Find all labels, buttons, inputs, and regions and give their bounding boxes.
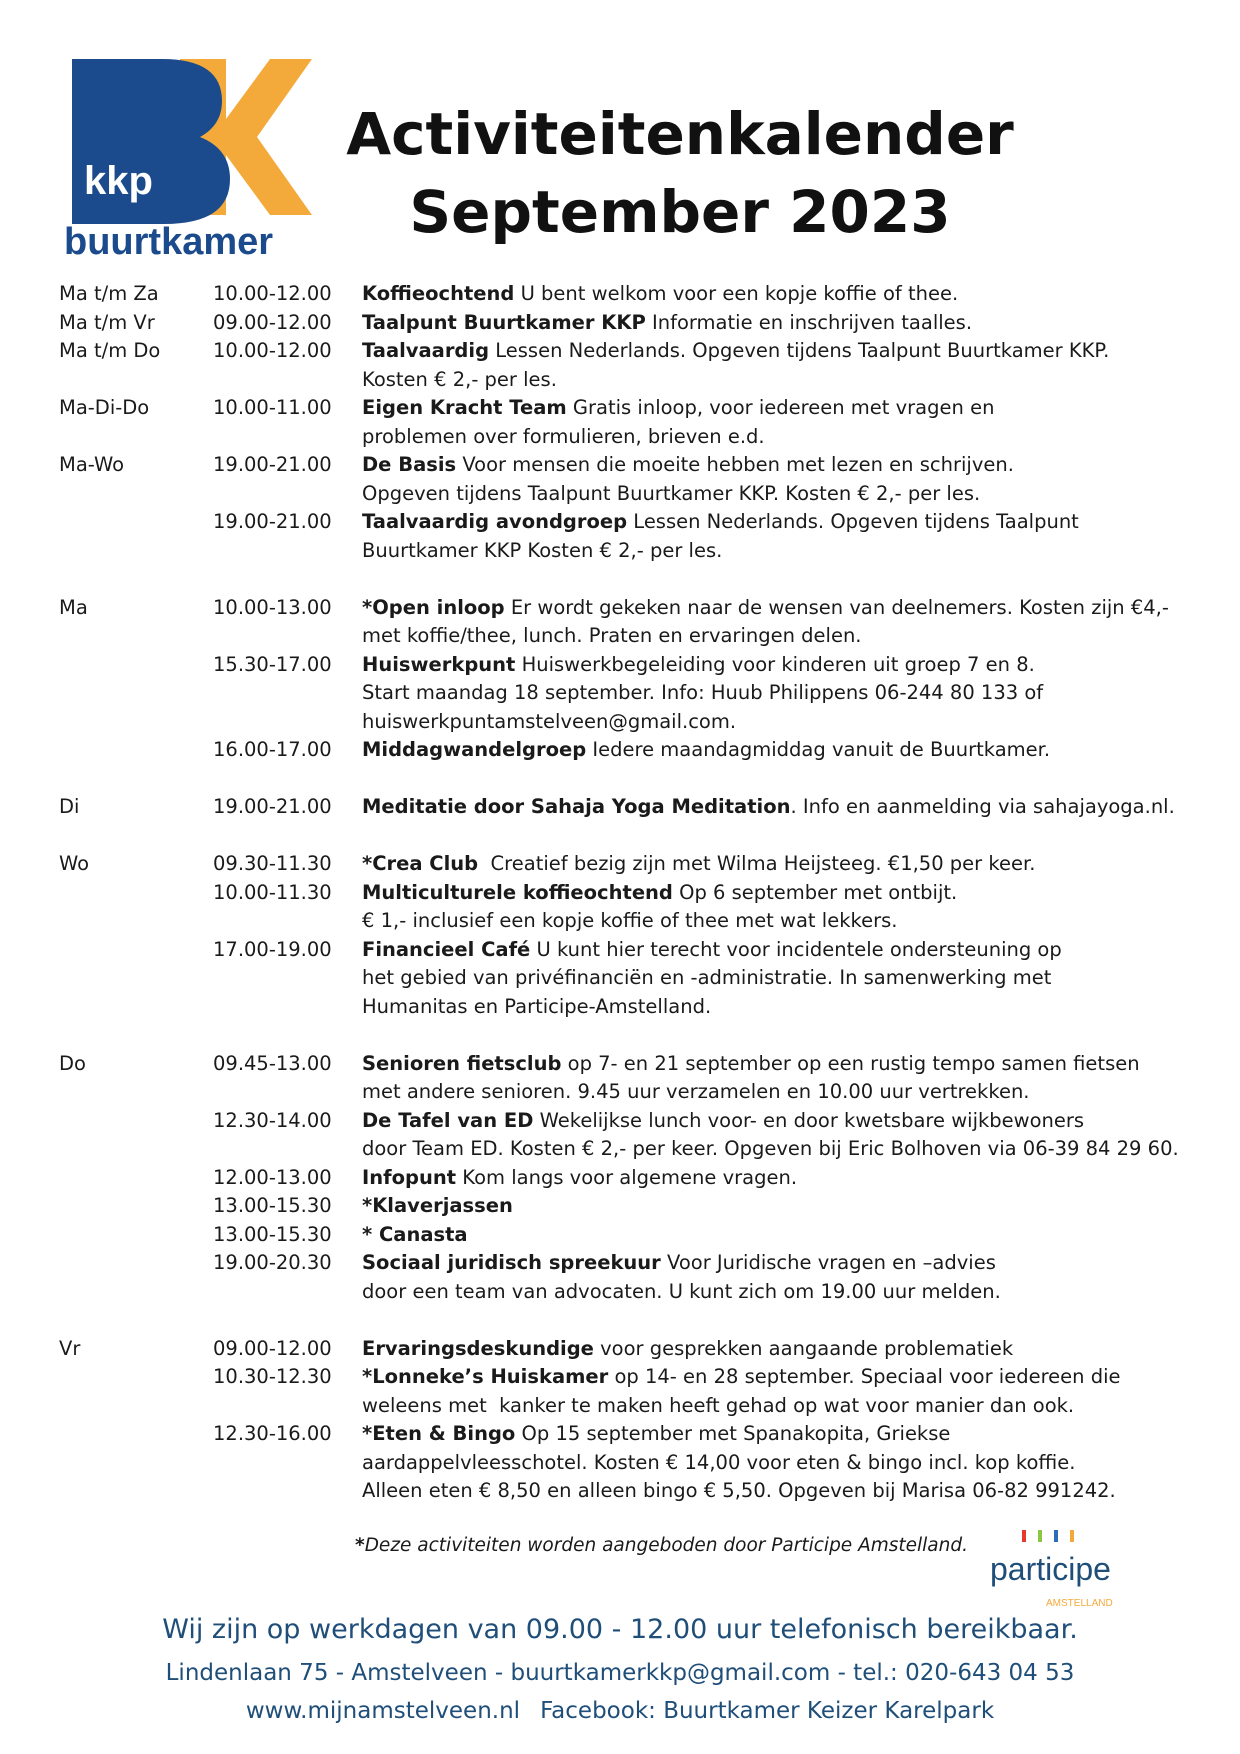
activity-name: Koffieochtend — [362, 282, 515, 305]
description-line — [362, 1078, 1182, 1107]
activity-text: op 14- en 28 september. Speciaal voor iedereen die — [608, 1365, 1121, 1388]
activity-time: 10.00-12.00 — [213, 282, 332, 305]
activity-row — [0, 850, 1240, 879]
activity-text: aardappelvleesschotel. Kosten € 14,00 voor eten & bingo incl. kop koffie. — [362, 1450, 1076, 1474]
activity-text: Lessen Nederlands. Opgeven tijdens Taalpunt Buurtkamer KKP. — [489, 339, 1110, 362]
activity-time: 13.00-15.30 — [213, 1194, 332, 1217]
activity-text: Wekelijkse lunch voor- en door kwetsbare wijkbewoners — [533, 1108, 1085, 1132]
activity-name: Infopunt — [362, 1165, 457, 1189]
activity-name: * Canasta — [362, 1222, 468, 1246]
activity-description — [362, 1363, 1182, 1420]
activity-time: 09.30-11.30 — [213, 852, 332, 875]
participe-logo — [988, 1528, 1128, 1612]
activity-time: 19.00-20.30 — [213, 1251, 332, 1274]
title-line-2: September 2023 — [409, 178, 951, 246]
description-line — [362, 1449, 1182, 1478]
activity-time: 10.00-11.00 — [213, 396, 332, 419]
activity-row — [0, 1192, 1240, 1221]
activity-name: Taalvaardig — [362, 339, 490, 362]
description-line — [362, 594, 1182, 623]
buurtkamer-kkp-logo — [62, 44, 312, 259]
activity-text: U kunt hier terecht voor incidentele ondersteuning op — [530, 937, 1062, 961]
description-line — [362, 907, 1182, 936]
activity-day: Di — [59, 795, 80, 818]
description-line — [362, 708, 1182, 737]
activity-day: Do — [59, 1051, 86, 1075]
footnote-text: Deze activiteiten worden aangeboden door Participe Amstelland. — [364, 1535, 968, 1556]
page-title — [340, 95, 1020, 251]
activity-description — [362, 1249, 1182, 1306]
activity-time: 10.30-12.30 — [213, 1365, 332, 1388]
activity-day: Wo — [59, 852, 90, 875]
activity-name: Multiculturele koffieochtend — [362, 880, 673, 904]
activity-text: voor gesprekken aangaande problematiek — [593, 1336, 1014, 1360]
footer-links — [0, 1698, 1240, 1724]
activity-description — [362, 451, 1182, 508]
activity-row — [0, 508, 1240, 565]
section-spacer — [0, 565, 1240, 594]
section-spacer — [0, 1306, 1240, 1335]
description-line — [362, 309, 1182, 338]
activity-text: huiswerkpuntamstelveen@gmail.com. — [362, 709, 737, 733]
activity-time: 12.30-16.00 — [213, 1422, 332, 1445]
activity-text: Op 15 september met Spanakopita, Griekse — [515, 1422, 951, 1445]
activity-day: Ma t/m Do — [59, 339, 161, 362]
activity-time: 09.00-12.00 — [213, 310, 332, 334]
activity-name: De Tafel van ED — [362, 1108, 534, 1132]
activity-time: 09.00-12.00 — [213, 1336, 332, 1360]
footer-phone-hours: Wij zijn op werkdagen van 09.00 - 12.00 uur telefonisch bereikbaar. — [162, 1614, 1078, 1645]
activity-description — [362, 879, 1182, 936]
description-line — [362, 1420, 1182, 1449]
activity-row — [0, 1249, 1240, 1306]
description-line — [362, 1392, 1182, 1421]
activity-day: Ma-Di-Do — [59, 396, 150, 419]
description-line — [362, 1192, 1182, 1221]
activity-text: Iedere maandagmiddag vanuit de Buurtkamer. — [586, 738, 1051, 761]
description-line — [362, 1363, 1182, 1392]
activity-row — [0, 394, 1240, 451]
activity-description — [362, 337, 1182, 394]
activity-name: Taalpunt Buurtkamer KKP — [362, 310, 646, 334]
activity-time: 17.00-19.00 — [213, 937, 332, 961]
activity-time: 10.00-13.00 — [213, 595, 332, 619]
activity-time: 10.00-12.00 — [213, 339, 332, 362]
description-line — [362, 1135, 1182, 1164]
activity-text: Informatie en inschrijven taalles. — [645, 310, 973, 334]
activity-row — [0, 793, 1240, 822]
description-line — [362, 480, 1182, 509]
activity-name: Middagwandelgroep — [362, 738, 587, 761]
activity-text: door Team ED. Kosten € 2,- per keer. Opgeven bij Eric Bolhoven via 06-39 84 29 60. — [362, 1137, 1179, 1160]
activity-text: Gratis inloop, voor iedereen met vragen en — [566, 396, 995, 419]
footnote-star: * — [355, 1535, 365, 1556]
activity-row — [0, 451, 1240, 508]
activity-name: *Eten & Bingo — [362, 1422, 516, 1445]
activity-name: Ervaringsdeskundige — [362, 1336, 594, 1360]
activity-name: *Crea Club — [362, 852, 479, 875]
description-line — [362, 936, 1182, 965]
description-line — [362, 1335, 1182, 1364]
activity-row — [0, 1107, 1240, 1164]
description-line — [362, 879, 1182, 908]
activity-time: 12.30-14.00 — [213, 1108, 332, 1132]
description-line — [362, 1164, 1182, 1193]
activity-time: 15.30-17.00 — [213, 652, 332, 676]
activity-description — [362, 736, 1182, 765]
description-line — [362, 537, 1182, 566]
activity-row — [0, 936, 1240, 1022]
activity-day: Vr — [59, 1336, 81, 1360]
activity-text: Huiswerkbegeleiding voor kinderen uit groep 7 en 8. — [515, 652, 1035, 676]
activity-text: Creatief bezig zijn met Wilma Heijsteeg. €1,50 per keer. — [478, 852, 1036, 875]
title-line-1: Activiteitenkalender — [346, 100, 1014, 168]
activity-row — [0, 1050, 1240, 1107]
description-line — [362, 993, 1182, 1022]
participe-sub: AMSTELLAND — [1046, 1598, 1113, 1609]
description-line — [362, 423, 1182, 452]
activity-day: Ma-Wo — [59, 453, 125, 476]
activity-schedule — [0, 280, 1240, 1506]
description-line — [362, 508, 1182, 537]
description-line — [362, 1221, 1182, 1250]
activity-text: problemen over formulieren, brieven e.d. — [362, 424, 765, 448]
activity-description — [362, 1164, 1182, 1193]
activity-name: Senioren fietsclub — [362, 1051, 562, 1075]
activity-text: met koffie/thee, lunch. Praten en ervaringen delen. — [362, 624, 862, 647]
activity-time: 10.00-11.30 — [213, 880, 332, 904]
activity-description — [362, 1192, 1182, 1221]
activity-name: Eigen Kracht Team — [362, 396, 567, 419]
activity-time: 12.00-13.00 — [213, 1165, 332, 1189]
activity-name: Sociaal juridisch spreekuur — [362, 1251, 661, 1274]
description-line — [362, 1278, 1182, 1307]
activity-day: Ma t/m Za — [59, 282, 159, 305]
activity-row — [0, 594, 1240, 651]
activity-time: 19.00-21.00 — [213, 453, 332, 476]
activity-text: Voor Juridische vragen en –advies — [660, 1251, 996, 1274]
activity-description — [362, 850, 1182, 879]
activity-text: Start maandag 18 september. Info: Huub Philippens 06-244 80 133 of — [362, 681, 1044, 704]
activity-text: met andere senioren. 9.45 uur verzamelen en 10.00 uur vertrekken. — [362, 1080, 1030, 1103]
activity-row — [0, 337, 1240, 394]
activity-name: *Lonneke’s Huiskamer — [362, 1365, 609, 1388]
description-line — [362, 964, 1182, 993]
description-line — [362, 1050, 1182, 1079]
activity-text: Kom langs voor algemene vragen. — [456, 1165, 798, 1189]
activity-time: 13.00-15.30 — [213, 1222, 332, 1246]
description-line — [362, 1107, 1182, 1136]
activity-description — [362, 309, 1182, 338]
activity-day: Ma — [59, 595, 88, 619]
description-line — [362, 1249, 1182, 1278]
activity-description — [362, 651, 1182, 737]
activity-description — [362, 793, 1182, 822]
activity-row — [0, 309, 1240, 338]
activity-name: Huiswerkpunt — [362, 652, 516, 676]
description-line — [362, 394, 1182, 423]
section-spacer — [0, 822, 1240, 851]
activity-row — [0, 879, 1240, 936]
activity-text: Opgeven tijdens Taalpunt Buurtkamer KKP. Kosten € 2,- per les. — [362, 481, 981, 505]
activity-text: weleens met kanker te maken heeft gehad op wat voor manier dan ook. — [362, 1393, 1075, 1417]
activity-text: . Info en aanmelding via sahajayoga.nl. — [790, 795, 1175, 818]
activity-time: 19.00-21.00 — [213, 510, 332, 533]
activity-description — [362, 936, 1182, 1022]
facebook-link[interactable]: Facebook: Buurtkamer Keizer Karelpark — [540, 1698, 995, 1724]
description-line — [362, 850, 1182, 879]
activity-name: *Klaverjassen — [362, 1194, 513, 1217]
activity-text: door een team van advocaten. U kunt zich om 19.00 uur melden. — [362, 1279, 1001, 1303]
description-line — [362, 451, 1182, 480]
activity-row — [0, 651, 1240, 737]
description-line — [362, 337, 1182, 366]
activity-text: Alleen eten € 8,50 en alleen bingo € 5,50. Opgeven bij Marisa 06-82 991242. — [362, 1479, 1116, 1502]
logo-buurtkamer-text: buurtkamer — [64, 221, 274, 259]
footer-address: Lindenlaan 75 - Amstelveen - buurtkamerkkp@gmail.com - tel.: 020-643 04 53 — [165, 1660, 1075, 1686]
activity-row — [0, 1335, 1240, 1364]
activity-time: 16.00-17.00 — [213, 738, 332, 761]
activity-row — [0, 1363, 1240, 1420]
activity-row — [0, 280, 1240, 309]
activity-text: Op 6 september met ontbijt. — [672, 880, 958, 904]
activity-description — [362, 1335, 1182, 1364]
participe-word: participe — [990, 1551, 1111, 1587]
activity-day: Ma t/m Vr — [59, 310, 155, 334]
activity-text: Lessen Nederlands. Opgeven tijdens Taalpunt — [627, 510, 1079, 533]
activity-text: op 7- en 21 september op een rustig tempo samen fietsen — [561, 1051, 1140, 1075]
activity-text: het gebied van privéfinanciën en -administratie. In samenwerking met — [362, 966, 1052, 989]
activity-description — [362, 508, 1182, 565]
logo-kkp-text: kkp — [84, 159, 153, 203]
activity-text: Voor mensen die moeite hebben met lezen en schrijven. — [456, 453, 1014, 476]
activity-row — [0, 1221, 1240, 1250]
website-link[interactable]: www.mijnamstelveen.nl — [245, 1698, 521, 1724]
activity-time: 09.45-13.00 — [213, 1051, 332, 1075]
activity-name: Financieel Café — [362, 937, 531, 961]
activity-row — [0, 1164, 1240, 1193]
description-line — [362, 366, 1182, 395]
description-line — [362, 736, 1182, 765]
activity-description — [362, 594, 1182, 651]
section-spacer — [0, 1021, 1240, 1050]
section-spacer — [0, 765, 1240, 794]
activity-text: Buurtkamer KKP Kosten € 2,- per les. — [362, 538, 723, 562]
activity-name: Meditatie door Sahaja Yoga Meditation — [362, 795, 791, 818]
description-line — [362, 651, 1182, 680]
activity-description — [362, 1420, 1182, 1506]
activity-text: Er wordt gekeken naar de wensen van deelnemers. Kosten zijn €4,- — [504, 595, 1169, 619]
description-line — [362, 1477, 1182, 1506]
activity-description — [362, 1050, 1182, 1107]
activity-time: 19.00-21.00 — [213, 795, 332, 818]
activity-name: Taalvaardig avondgroep — [362, 510, 628, 533]
activity-name: De Basis — [362, 453, 457, 476]
activity-text: € 1,- inclusief een kopje koffie of thee met wat lekkers. — [362, 909, 898, 932]
activity-description — [362, 1107, 1182, 1164]
activity-row — [0, 736, 1240, 765]
activity-description — [362, 280, 1182, 309]
activity-row — [0, 1420, 1240, 1506]
activity-description — [362, 394, 1182, 451]
footnote — [355, 1535, 968, 1556]
activity-name: *Open inloop — [362, 595, 505, 619]
activity-description — [362, 1221, 1182, 1250]
description-line — [362, 679, 1182, 708]
description-line — [362, 280, 1182, 309]
activity-text: U bent welkom voor een kopje koffie of thee. — [514, 282, 959, 305]
description-line — [362, 793, 1182, 822]
activity-text: Kosten € 2,- per les. — [362, 367, 557, 391]
activity-text: Humanitas en Participe-Amstelland. — [362, 994, 712, 1018]
description-line — [362, 622, 1182, 651]
